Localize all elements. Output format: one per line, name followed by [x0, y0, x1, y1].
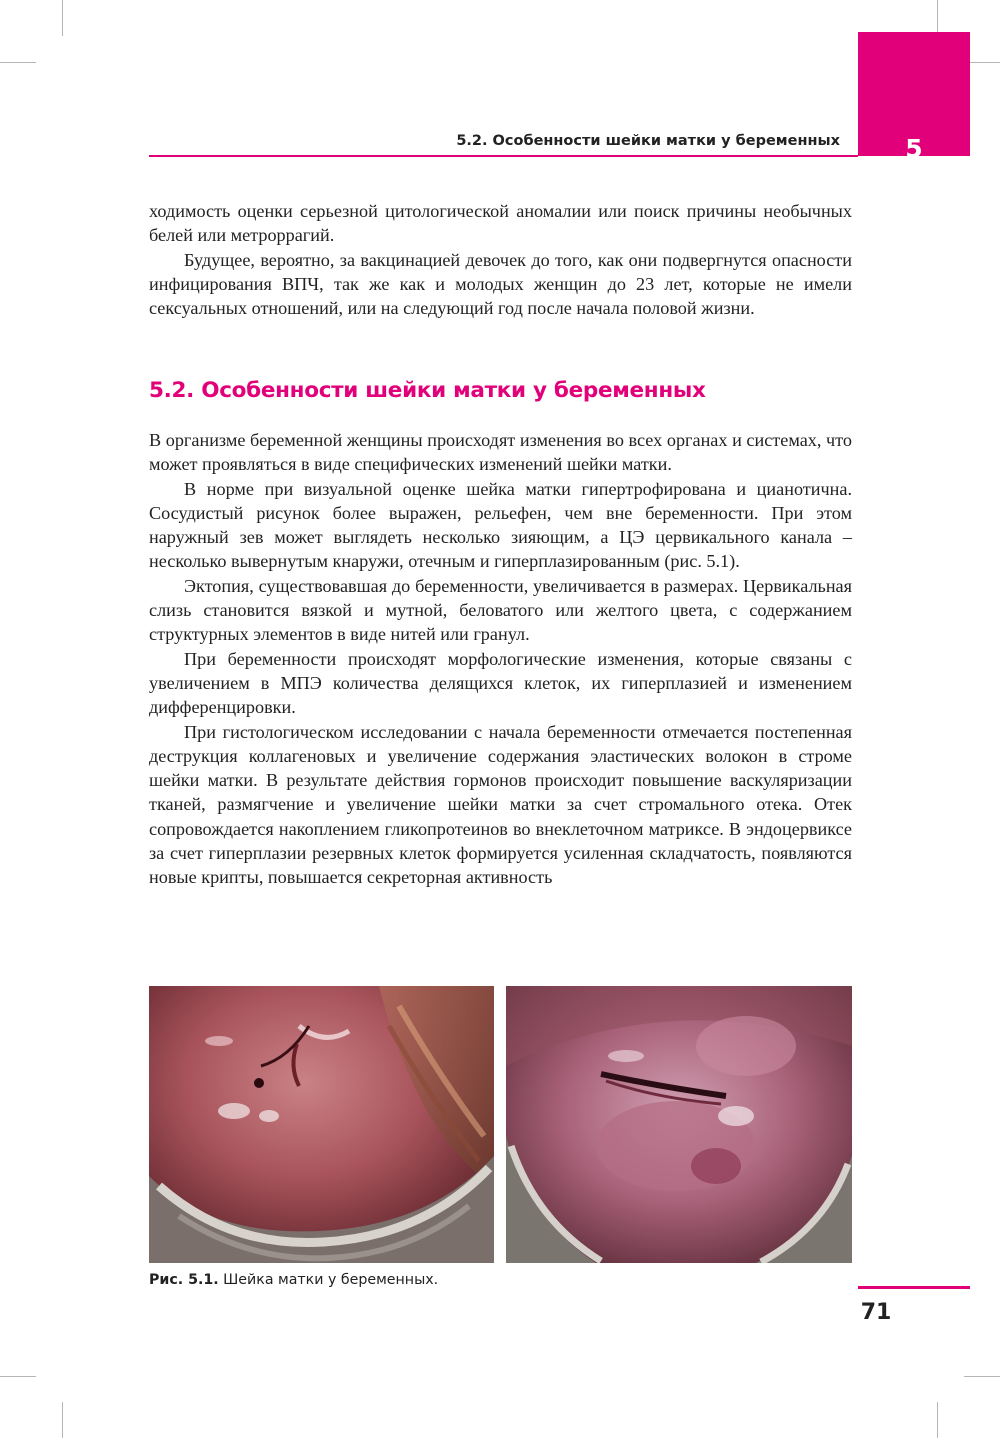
- crop-mark: [937, 0, 938, 36]
- paragraph: В норме при визуальной оценке шейка матки гипертрофирована и цианотична. Сосудистый рисунок более выражен, рельефен, чем вне беременности. При этом наружный зев может выглядеть несколько зияющим, а ЦЭ цервикального канала – несколько вывернутым кнаружи, отечным и гиперплазированным (рис. 5.1).: [149, 478, 852, 572]
- header-rule: [149, 155, 858, 157]
- chapter-tab: [858, 32, 970, 163]
- crop-mark: [62, 1402, 63, 1438]
- paragraph: При гистологическом исследовании с начала беременности отмечается постепенная деструкция коллагеновых и увеличение содержания эластических волокон в строме шейки матки. В результате действия гормонов происходит повышение васкуляризации тканей, размягчение и увеличение шейки матки за счет стромального отека. Отек сопровождается накоплением гликопротеинов во внеклеточном матриксе. В эндоцервиксе за счет гиперплазии резервных клеток формируется усиленная складчатость, появляются новые крипты, повышается секреторная активность: [149, 721, 852, 888]
- figure-caption-text: Шейка матки у беременных.: [223, 1272, 439, 1288]
- paragraph: Эктопия, существовавшая до беременности, увеличивается в размерах. Цервикальная слизь становится вязкой и мутной, беловатого или желтого цвета, с содержанием структурных элементов в виде нитей или гранул.: [149, 575, 852, 645]
- intro-text: [149, 199, 852, 320]
- running-head: 5.2. Особенности шейки матки у беременных: [456, 133, 840, 149]
- section-title: 5.2. Особенности шейки матки у беременных: [149, 378, 706, 403]
- crop-mark: [0, 62, 36, 63]
- crop-mark: [964, 1376, 1000, 1377]
- paragraph: В организме беременной женщины происходят изменения во всех органах и системах, что может проявляться в виде специфических изменений шейки матки.: [149, 430, 852, 475]
- paragraph: Будущее, вероятно, за вакцинацией девочек до того, как они подвергнутся опасности инфицирования ВПЧ, так же как и молодых женщин до 23 лет, которые не имели сексуальных отношений, или на следующий год после начала половой жизни.: [149, 249, 852, 319]
- page-number: 71: [860, 1300, 892, 1325]
- crop-mark: [0, 1376, 36, 1377]
- figure-photo-right: [506, 986, 852, 1263]
- section-body: [149, 428, 852, 890]
- crop-mark: [937, 1402, 938, 1438]
- footer-rule: [858, 1286, 970, 1289]
- paragraph: ходимость оценки серьезной цитологической аномалии или поиск причины необычных белей или метроррагий.: [149, 201, 852, 246]
- figure-caption: [149, 1272, 438, 1288]
- chapter-number: 5: [905, 134, 923, 163]
- figure-label: Рис. 5.1.: [149, 1272, 219, 1288]
- crop-mark: [62, 0, 63, 36]
- figure-photo-left: [149, 986, 494, 1263]
- paragraph: При беременности происходят морфологические изменения, которые связаны с увеличением в МПЭ количества делящихся клеток, их гиперплазией и изменением дифференцировки.: [149, 648, 852, 718]
